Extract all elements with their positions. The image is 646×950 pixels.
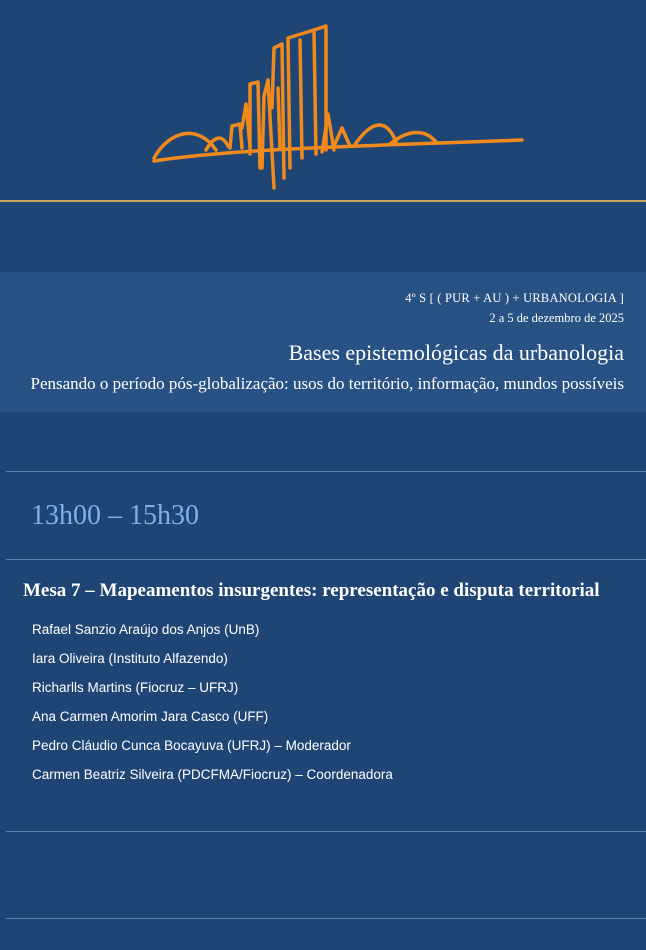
section-divider-bottom xyxy=(6,918,646,919)
page-title: Bases epistemológicas da urbanologia xyxy=(288,340,624,365)
page-subtitle: Pensando o período pós-globalização: usos do território, informação, mundos possíveis xyxy=(30,374,624,393)
section-divider-lower xyxy=(6,831,646,832)
participant-list xyxy=(32,619,393,793)
event-name: 4º S [ ( PUR + AU ) + URBANOLOGIA ] xyxy=(405,291,624,305)
participant-item: Carmen Beatriz Silveira (PDCFMA/Fiocruz) – Coordenadora xyxy=(32,767,393,782)
participant-item: Ana Carmen Amorim Jara Casco (UFF) xyxy=(32,709,269,724)
header-divider-line xyxy=(0,200,646,202)
participant-item: Richarlls Martins (Fiocruz – UFRJ) xyxy=(32,680,239,695)
city-skyline-sketch-icon xyxy=(150,18,530,198)
participant-item: Iara Oliveira (Instituto Alfazendo) xyxy=(32,651,228,666)
section-divider-middle xyxy=(6,559,646,560)
event-dates: 2 a 5 de dezembro de 2025 xyxy=(489,311,624,325)
session-title: Mesa 7 – Mapeamentos insurgentes: representação e disputa territorial xyxy=(23,580,600,601)
session-time: 13h00 – 15h30 xyxy=(31,500,199,531)
participant-item: Rafael Sanzio Araújo dos Anjos (UnB) xyxy=(32,622,260,637)
section-divider-top xyxy=(6,471,646,472)
participant-item: Pedro Cláudio Cunca Bocayuva (UFRJ) – Moderador xyxy=(32,738,351,753)
